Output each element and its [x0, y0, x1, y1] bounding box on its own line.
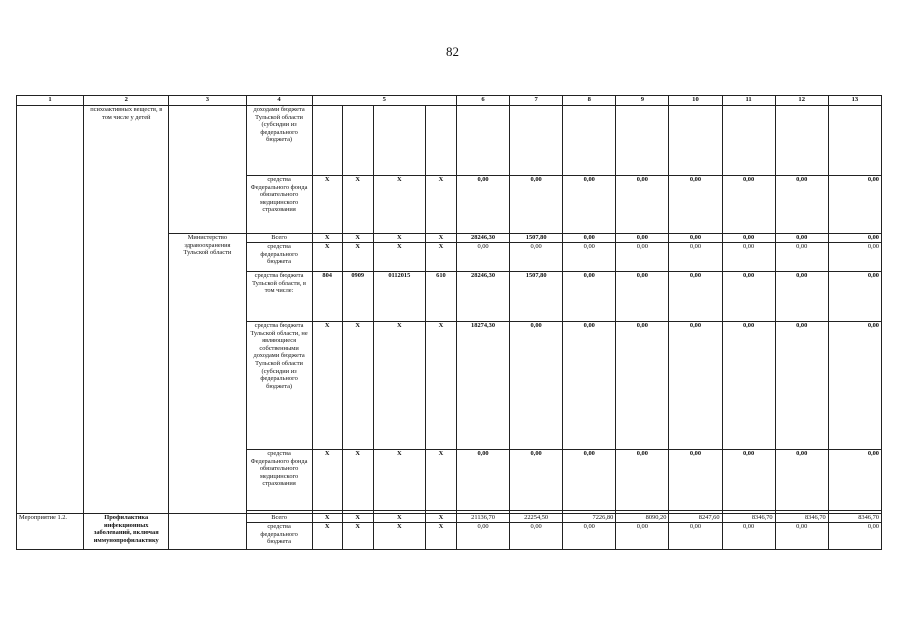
- value-cell: 0,00: [669, 523, 722, 550]
- header-row: [17, 96, 882, 106]
- value-cell: 0,00: [563, 176, 616, 234]
- source-cell: средства федерального бюджета: [246, 243, 312, 272]
- value-cell: 0,00: [775, 322, 828, 450]
- code-cell: Х: [373, 450, 425, 511]
- code-cell: 0909: [342, 272, 373, 322]
- value-cell: 0,00: [828, 322, 881, 450]
- code-cell: Х: [312, 176, 342, 234]
- value-cell: 0,00: [510, 450, 563, 511]
- code-cell: Х: [342, 176, 373, 234]
- value-cell: 0,00: [828, 450, 881, 511]
- value-cell: 21136,70: [456, 514, 509, 523]
- header-cell: 1: [17, 96, 84, 106]
- value-cell: 8346,70: [828, 514, 881, 523]
- header-cell: 2: [84, 96, 169, 106]
- measure-label-cell: Мероприятие 1.2.: [17, 514, 84, 550]
- value-cell: 0,00: [775, 272, 828, 322]
- source-cell: средства Федерального фонда обязательного медицинского страхования: [246, 176, 312, 234]
- value-cell: 0,00: [616, 272, 669, 322]
- value-cell: 0,00: [669, 272, 722, 322]
- value-cell: 0,00: [616, 322, 669, 450]
- value-cell: 0,00: [563, 523, 616, 550]
- value-cell: 8346,70: [722, 514, 775, 523]
- value-cell: 0,00: [775, 450, 828, 511]
- value-cell: 18274,30: [456, 322, 509, 450]
- code-cell: Х: [373, 523, 425, 550]
- table-row: [17, 514, 882, 523]
- col2-cell: психоактивных веществ, в том числе у детей: [84, 106, 169, 514]
- value-cell: 0,00: [828, 234, 881, 243]
- value-cell: 8346,70: [775, 514, 828, 523]
- code-cell: Х: [373, 322, 425, 450]
- code-cell: Х: [342, 514, 373, 523]
- header-cell: 10: [669, 96, 722, 106]
- header-cell: 12: [775, 96, 828, 106]
- header-cell: 13: [828, 96, 881, 106]
- value-cell: 0,00: [722, 523, 775, 550]
- value-cell: 0,00: [616, 450, 669, 511]
- value-cell: 0,00: [722, 450, 775, 511]
- value-cell: 0,00: [563, 272, 616, 322]
- value-cell: 0,00: [775, 234, 828, 243]
- value-cell: 0,00: [510, 176, 563, 234]
- header-cell: 11: [722, 96, 775, 106]
- col3-cell: [169, 106, 246, 234]
- value-cell: 0,00: [828, 243, 881, 272]
- value-cell: 0,00: [563, 243, 616, 272]
- code-cell: Х: [342, 523, 373, 550]
- code-cell: Х: [312, 243, 342, 272]
- value-cell: 0,00: [669, 234, 722, 243]
- code-cell: Х: [373, 514, 425, 523]
- code-cell: 0112015: [373, 272, 425, 322]
- value-cell: 0,00: [456, 523, 509, 550]
- value-cell: 8247,60: [669, 514, 722, 523]
- value-cell: 0,00: [563, 450, 616, 511]
- value-cell: 0,00: [510, 243, 563, 272]
- code-cell: Х: [425, 523, 456, 550]
- code-cell: Х: [425, 322, 456, 450]
- value-cell: 0,00: [616, 243, 669, 272]
- col3-cell: [169, 514, 246, 550]
- source-cell: средства федерального бюджета: [246, 523, 312, 550]
- header-cell: 5: [312, 96, 456, 106]
- header-cell: 4: [246, 96, 312, 106]
- source-cell: средства бюджета Тульской области, в том числе:: [246, 272, 312, 322]
- value-cell: 0,00: [828, 176, 881, 234]
- value-cell: 8090,20: [616, 514, 669, 523]
- col1-cell: [17, 106, 84, 514]
- value-cell: 0,00: [616, 234, 669, 243]
- value-cell: 28246,30: [456, 272, 509, 322]
- value-cell: 22254,50: [510, 514, 563, 523]
- value-cell: 0,00: [616, 176, 669, 234]
- value-cell: 0,00: [828, 523, 881, 550]
- code-cell: Х: [425, 243, 456, 272]
- value-cell: 0,00: [563, 322, 616, 450]
- code-cell: Х: [342, 322, 373, 450]
- code-cell: 804: [312, 272, 342, 322]
- value-cell: 7226,80: [563, 514, 616, 523]
- value-cell: 0,00: [456, 243, 509, 272]
- value-cell: 0,00: [722, 272, 775, 322]
- code-cell: Х: [373, 176, 425, 234]
- value-cell: 0,00: [722, 176, 775, 234]
- value-cell: 0,00: [669, 243, 722, 272]
- source-cell: доходами бюджета Тульской области (субсидии из федерального бюджета): [246, 106, 312, 176]
- budget-table: [16, 95, 882, 550]
- code-cell: Х: [425, 234, 456, 243]
- header-cell: 3: [169, 96, 246, 106]
- value-cell: 0,00: [669, 176, 722, 234]
- code-cell: Х: [373, 243, 425, 272]
- code-cell: Х: [373, 234, 425, 243]
- table-row: [17, 106, 882, 176]
- source-cell: Всего: [246, 514, 312, 523]
- code-cell: Х: [342, 234, 373, 243]
- value-cell: 0,00: [775, 176, 828, 234]
- value-cell: 0,00: [510, 322, 563, 450]
- code-cell: Х: [312, 322, 342, 450]
- source-cell: средства бюджета Тульской области, не являющиеся собственными доходами бюджета Тульской области (субсидии из федерального бюджета): [246, 322, 312, 450]
- value-cell: 1507,80: [510, 272, 563, 322]
- code-cell: Х: [312, 234, 342, 243]
- value-cell: 0,00: [722, 234, 775, 243]
- code-cell: Х: [425, 514, 456, 523]
- code-cell: 610: [425, 272, 456, 322]
- code-cell: Х: [342, 450, 373, 511]
- code-cell: Х: [342, 243, 373, 272]
- value-cell: 0,00: [456, 450, 509, 511]
- value-cell: 0,00: [616, 523, 669, 550]
- value-cell: 0,00: [722, 243, 775, 272]
- code-cell: Х: [312, 523, 342, 550]
- value-cell: 0,00: [828, 272, 881, 322]
- page-number: 82: [446, 44, 459, 59]
- value-cell: 0,00: [669, 322, 722, 450]
- code-cell: Х: [425, 176, 456, 234]
- value-cell: 0,00: [722, 322, 775, 450]
- value-cell: 0,00: [669, 450, 722, 511]
- header-cell: 9: [616, 96, 669, 106]
- value-cell: 1507,80: [510, 234, 563, 243]
- measure-title-cell: Профилактика инфекционных заболеваний, включая иммунопрофилактику: [84, 514, 169, 550]
- value-cell: 0,00: [510, 523, 563, 550]
- header-cell: 7: [510, 96, 563, 106]
- code-cell: Х: [425, 450, 456, 511]
- value-cell: 0,00: [775, 243, 828, 272]
- header-cell: 6: [456, 96, 509, 106]
- value-cell: 28246,30: [456, 234, 509, 243]
- header-cell: 8: [563, 96, 616, 106]
- value-cell: 0,00: [456, 176, 509, 234]
- code-cell: Х: [312, 450, 342, 511]
- value-cell: 0,00: [563, 234, 616, 243]
- executor-cell: Министерство здравоохранения Тульской области: [169, 234, 246, 514]
- source-cell: средства Федерального фонда обязательного медицинского страхования: [246, 450, 312, 511]
- source-cell: Всего: [246, 234, 312, 243]
- code-cell: Х: [312, 514, 342, 523]
- value-cell: 0,00: [775, 523, 828, 550]
